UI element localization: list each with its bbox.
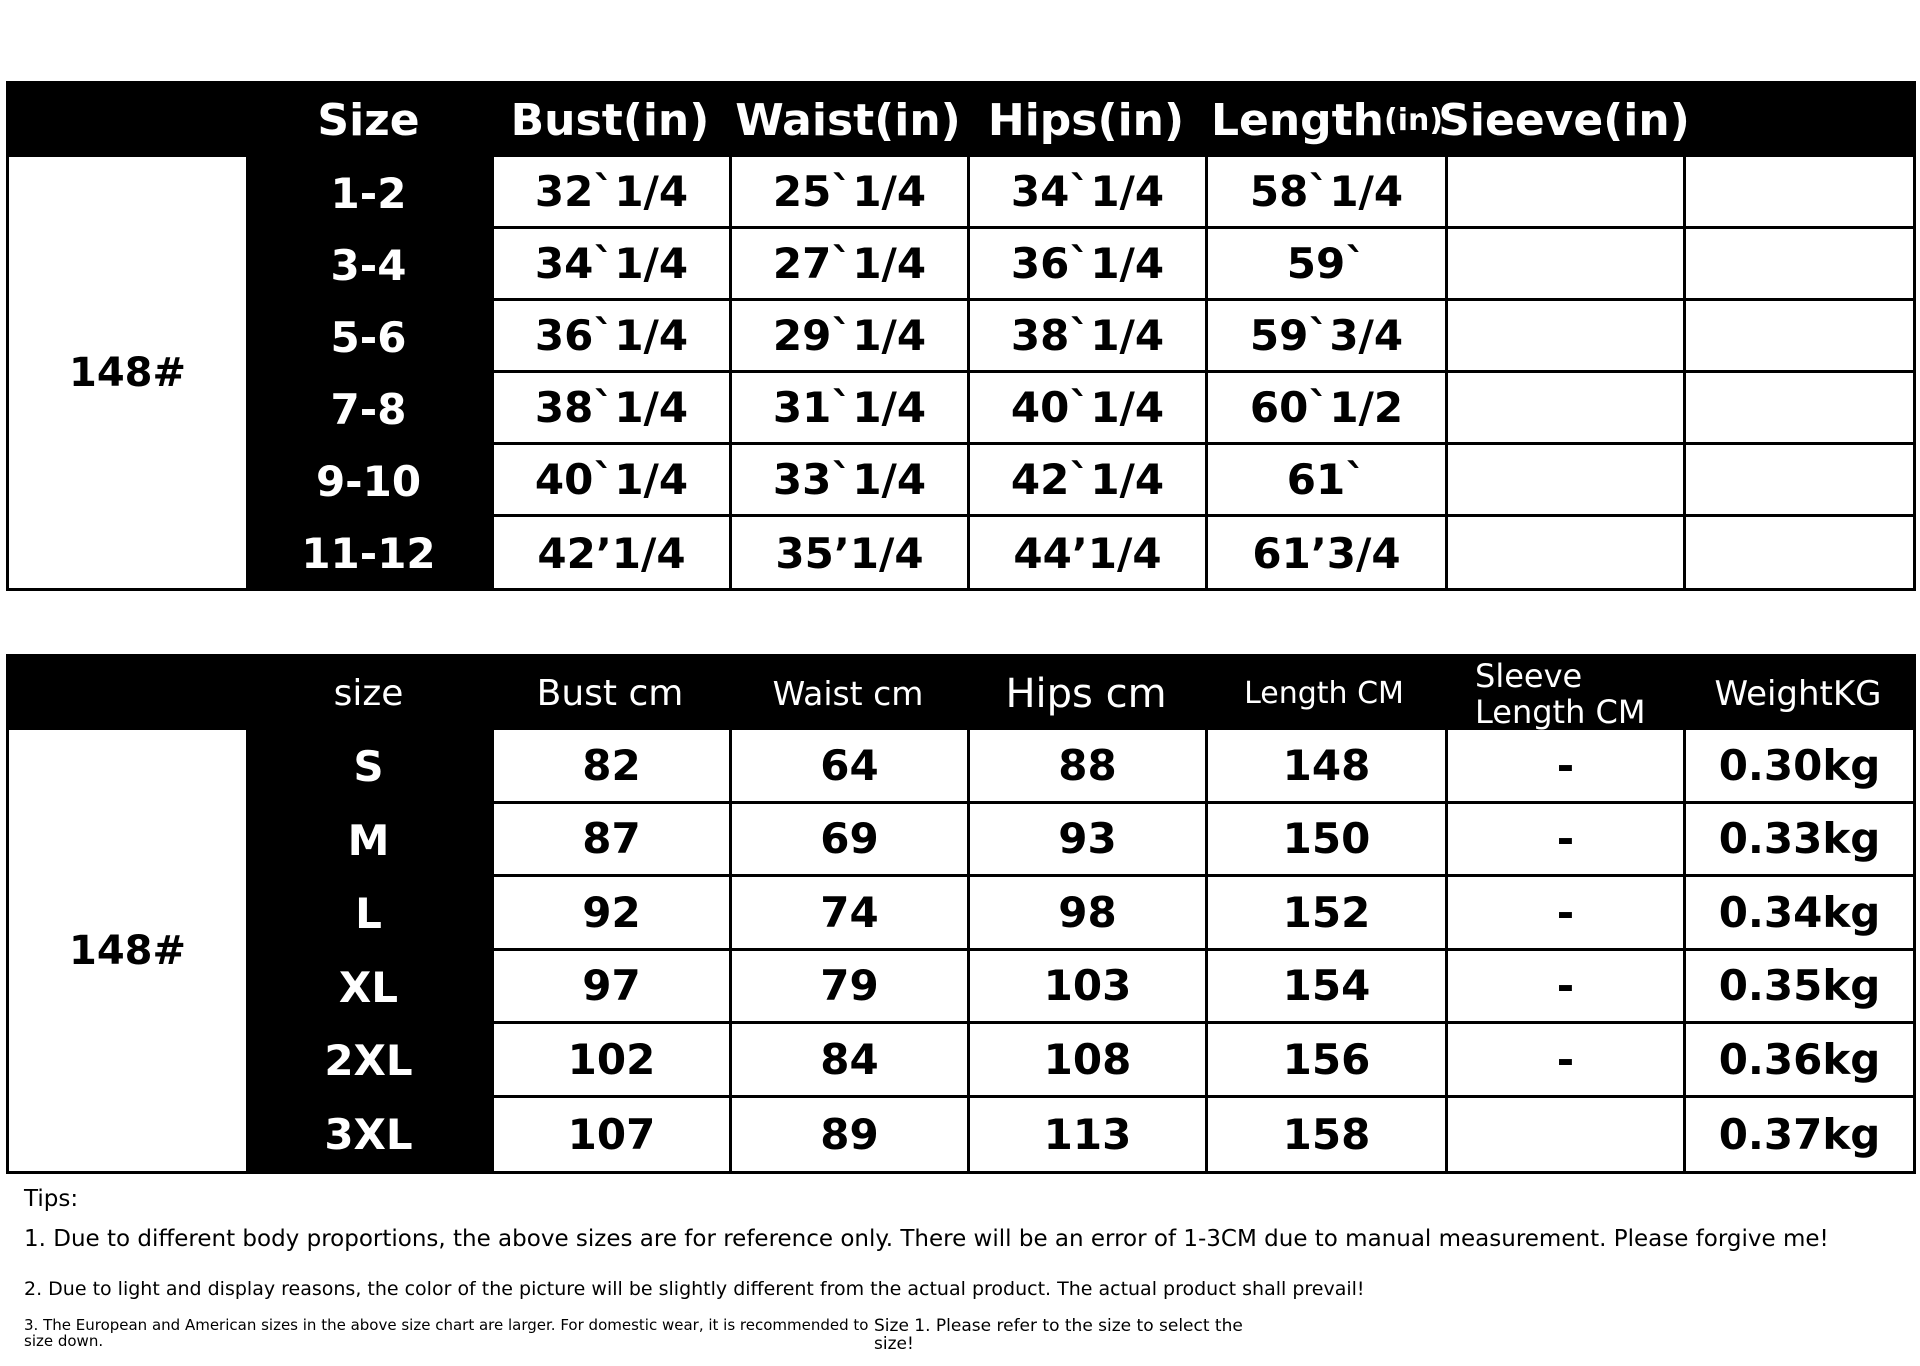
cell-length: 59`3/4 <box>1205 301 1445 370</box>
cell-hips: 108 <box>967 1024 1205 1095</box>
header-waist: Waist cm <box>772 674 924 713</box>
cell-sleeve <box>1445 517 1683 589</box>
cell-bust: 38`1/4 <box>491 373 729 442</box>
cell-waist: 84 <box>729 1024 967 1095</box>
cell-sleeve: - <box>1445 951 1683 1022</box>
header-hips: Hips(in) <box>987 95 1185 146</box>
cell-length: 60`1/2 <box>1205 373 1445 442</box>
cell-waist: 64 <box>729 730 967 801</box>
header-bust: Bust cm <box>536 673 684 714</box>
cell-hips: 88 <box>967 730 1205 801</box>
cell-length: 152 <box>1205 877 1445 948</box>
cell-bust: 40`1/4 <box>491 445 729 514</box>
cell-weight: 0.35kg <box>1683 951 1913 1022</box>
cell-weight: 0.30kg <box>1683 730 1913 801</box>
size-label: 7-8 <box>330 384 407 434</box>
header-bust: Bust(in) <box>510 95 710 146</box>
cell-bust: 32`1/4 <box>491 157 729 226</box>
cell-hips: 93 <box>967 804 1205 875</box>
cell-extra <box>1683 373 1913 442</box>
table-row <box>491 951 1913 1025</box>
cell-sleeve: - <box>1445 804 1683 875</box>
cell-sleeve: - <box>1445 877 1683 948</box>
cell-bust: 102 <box>491 1024 729 1095</box>
header-sleeve: Sleeve Length CM <box>1475 656 1646 731</box>
header-size: size <box>333 673 404 714</box>
cell-extra <box>1683 445 1913 514</box>
cell-length: 59` <box>1205 229 1445 298</box>
cell-sleeve <box>1445 229 1683 298</box>
table-row <box>491 445 1913 517</box>
cell-length: 156 <box>1205 1024 1445 1095</box>
cell-waist: 69 <box>729 804 967 875</box>
cell-weight: 0.36kg <box>1683 1024 1913 1095</box>
cell-hips: 44’1/4 <box>967 517 1205 589</box>
cell-hips: 103 <box>967 951 1205 1022</box>
table-row <box>491 229 1913 301</box>
header-row <box>9 657 1913 730</box>
cell-hips: 113 <box>967 1098 1205 1172</box>
tips-title: Tips: <box>24 1186 79 1212</box>
size-column <box>246 730 491 1171</box>
cell-length: 150 <box>1205 804 1445 875</box>
size-label: 5-6 <box>330 312 407 362</box>
size-label: L <box>355 889 382 939</box>
cell-sleeve <box>1445 373 1683 442</box>
cell-length: 61` <box>1205 445 1445 514</box>
cell-sleeve <box>1445 1098 1683 1172</box>
header-length: Length CM <box>1244 676 1404 711</box>
cell-extra <box>1683 229 1913 298</box>
size-label: 3-4 <box>330 240 407 290</box>
size-label: 1-2 <box>330 168 407 218</box>
size-label: 9-10 <box>315 456 422 506</box>
cell-sleeve <box>1445 445 1683 514</box>
cell-weight: 0.37kg <box>1683 1098 1913 1172</box>
cell-waist: 29`1/4 <box>729 301 967 370</box>
table-row <box>491 157 1913 229</box>
size-label: 3XL <box>324 1109 413 1159</box>
table-row <box>491 373 1913 445</box>
cell-hips: 38`1/4 <box>967 301 1205 370</box>
cell-extra <box>1683 157 1913 226</box>
table-row <box>491 1024 1913 1098</box>
cell-waist: 33`1/4 <box>729 445 967 514</box>
tip-2: 2. Due to light and display reasons, the color of the picture will be slightly different from the actual product. The actual product shall prevail! <box>24 1278 1365 1300</box>
size-label: 2XL <box>324 1036 413 1086</box>
cell-waist: 31`1/4 <box>729 373 967 442</box>
cell-hips: 34`1/4 <box>967 157 1205 226</box>
cell-waist: 79 <box>729 951 967 1022</box>
size-chart-inches <box>6 81 1916 591</box>
table-row <box>491 1098 1913 1172</box>
size-label: M <box>347 815 390 865</box>
cell-bust: 36`1/4 <box>491 301 729 370</box>
header-length-label: Length <box>1210 95 1384 146</box>
cell-length: 148 <box>1205 730 1445 801</box>
cell-waist: 89 <box>729 1098 967 1172</box>
tip-3: 3. The European and American sizes in the above size chart are larger. For domestic wear, it is recommended to size down. <box>24 1316 869 1350</box>
cell-waist: 74 <box>729 877 967 948</box>
cell-length: 58`1/4 <box>1205 157 1445 226</box>
header-hips: Hips cm <box>1005 670 1167 717</box>
cell-bust: 87 <box>491 804 729 875</box>
cell-bust: 34`1/4 <box>491 229 729 298</box>
size-chart-cm <box>6 654 1916 1174</box>
cell-sleeve: - <box>1445 730 1683 801</box>
cell-sleeve <box>1445 301 1683 370</box>
cell-bust: 42’1/4 <box>491 517 729 589</box>
cell-hips: 42`1/4 <box>967 445 1205 514</box>
size-label: XL <box>338 962 399 1012</box>
tip-4: Size 1. Please refer to the size to select the size! <box>874 1316 1243 1354</box>
header-length-unit: (in) <box>1384 103 1444 138</box>
cell-length: 154 <box>1205 951 1445 1022</box>
tip-1: 1. Due to different body proportions, the above sizes are for reference only. There will be an error of 1-3CM due to manual measurement. Please forgive me! <box>24 1226 1829 1252</box>
header-weight: WeightKG <box>1714 673 1882 714</box>
table-row <box>491 804 1913 878</box>
header-sleeve: Sieeve(in) <box>1438 95 1690 146</box>
size-label: S <box>353 742 384 792</box>
style-label: 148# <box>9 157 246 588</box>
table-row <box>491 301 1913 373</box>
cell-hips: 98 <box>967 877 1205 948</box>
size-label: 11-12 <box>301 528 436 578</box>
cell-hips: 40`1/4 <box>967 373 1205 442</box>
header-size: Size <box>317 95 420 146</box>
cell-sleeve: - <box>1445 1024 1683 1095</box>
cell-waist: 35’1/4 <box>729 517 967 589</box>
header-waist: Waist(in) <box>735 95 961 146</box>
cell-bust: 97 <box>491 951 729 1022</box>
table-row <box>491 730 1913 804</box>
table-row <box>491 517 1913 589</box>
cell-extra <box>1683 517 1913 589</box>
cell-bust: 107 <box>491 1098 729 1172</box>
cell-sleeve <box>1445 157 1683 226</box>
style-label: 148# <box>9 730 246 1171</box>
cell-bust: 92 <box>491 877 729 948</box>
size-column <box>246 157 491 588</box>
header-length <box>1205 84 1449 157</box>
cell-weight: 0.34kg <box>1683 877 1913 948</box>
table-row <box>491 877 1913 951</box>
cell-weight: 0.33kg <box>1683 804 1913 875</box>
header-row <box>9 84 1913 157</box>
cell-bust: 82 <box>491 730 729 801</box>
cell-waist: 27`1/4 <box>729 229 967 298</box>
cell-extra <box>1683 301 1913 370</box>
cell-hips: 36`1/4 <box>967 229 1205 298</box>
cell-length: 158 <box>1205 1098 1445 1172</box>
cell-waist: 25`1/4 <box>729 157 967 226</box>
cell-length: 61’3/4 <box>1205 517 1445 589</box>
